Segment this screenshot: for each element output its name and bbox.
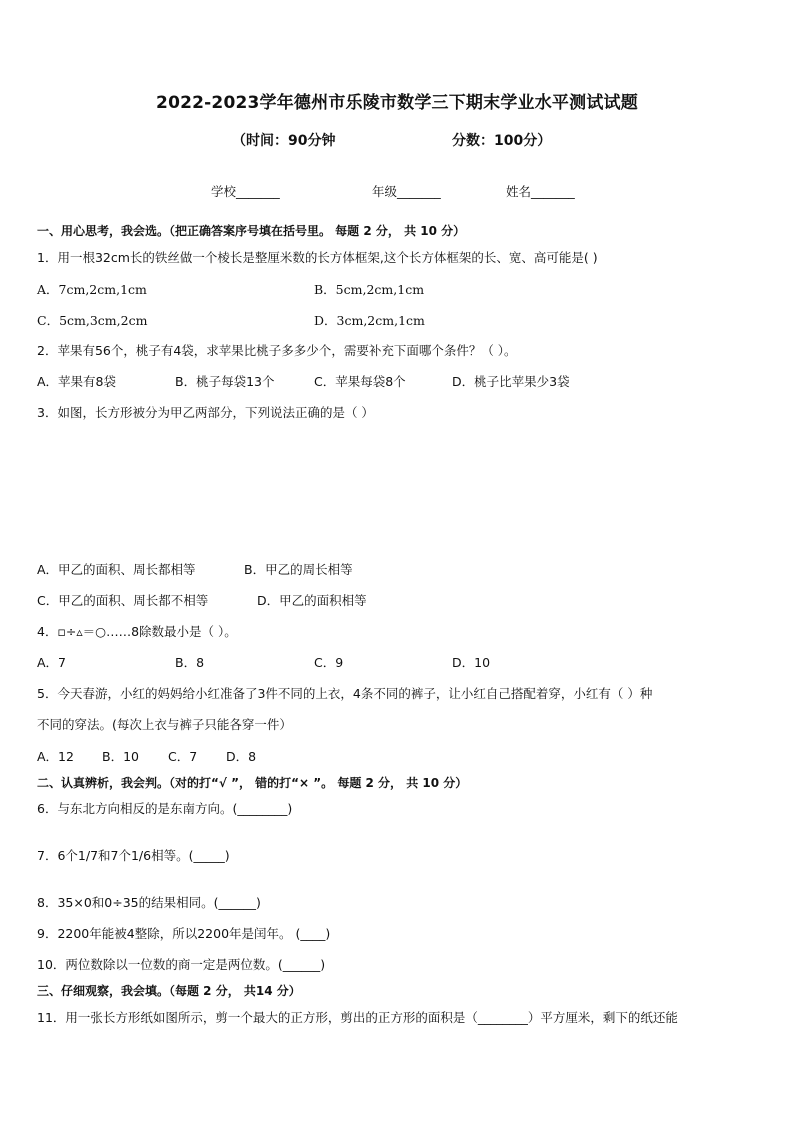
question-6: 6．与东北方向相反的是东南方向。(________) <box>37 801 293 816</box>
q4-option-a: A．7 <box>37 655 67 670</box>
q2-option-b: B．桃子每袋13个 <box>175 374 275 389</box>
q5-option-b: B．10 <box>102 749 139 764</box>
question-1: 1．用一根32cm长的铁丝做一个棱长是整厘米数的长方体框架,这个长方体框架的长、宽、高可能是( ) <box>37 250 598 265</box>
page-title: 2022-2023学年德州市乐陵市数学三下期末学业水平测试试题 <box>156 93 638 113</box>
question-4: 4．▫÷▵＝○……8除数最小是（ ）。 <box>37 624 237 639</box>
school-field: 学校_______ <box>211 184 280 199</box>
q5-option-a: A．12 <box>37 749 74 764</box>
q5-option-d: D．8 <box>226 749 257 764</box>
q4-option-d: D．10 <box>452 655 491 670</box>
q1-option-c: C．5cm,3cm,2cm <box>37 313 148 328</box>
q3-option-b: B．甲乙的周长相等 <box>244 562 353 577</box>
question-10: 10．两位数除以一位数的商一定是两位数。(______) <box>37 957 326 972</box>
question-8: 8．35×0和0÷35的结果相同。(______) <box>37 895 261 910</box>
q1-option-b: B．5cm,2cm,1cm <box>314 282 425 297</box>
question-9: 9．2200年能被4整除，所以2200年是闰年。 (____) <box>37 926 331 941</box>
q3-option-c: C．甲乙的面积、周长都不相等 <box>37 593 209 608</box>
q1-option-d: D．3cm,2cm,1cm <box>314 313 425 328</box>
question-7: 7．6个1/7和7个1/6相等。(_____) <box>37 848 230 863</box>
q2-option-a: A．苹果有8袋 <box>37 374 117 389</box>
question-2: 2．苹果有56个，桃子有4袋，求苹果比桃子多多少个，需要补充下面哪个条件？（ ）。 <box>37 343 517 358</box>
section-heading-1: 一、用心思考，我会选。（把正确答案序号填在括号里。 每题 2 分， 共 10 分） <box>37 224 466 238</box>
section-heading-2: 二、认真辨析，我会判。（对的打“√ ”， 错的打“× ”。 每题 2 分， 共 10 分） <box>37 776 468 790</box>
question-3: 3．如图，长方形被分为甲乙两部分，下列说法正确的是（ ） <box>37 405 374 420</box>
q3-option-d: D．甲乙的面积相等 <box>257 593 367 608</box>
q2-option-c: C．苹果每袋8个 <box>314 374 406 389</box>
q1-option-a: A．7cm,2cm,1cm <box>37 282 147 297</box>
q4-option-c: C．9 <box>314 655 344 670</box>
q3-option-a: A．甲乙的面积、周长都相等 <box>37 562 196 577</box>
question-11: 11．用一张长方形纸如图所示，剪一个最大的正方形，剪出的正方形的面积是（________）平方厘米，剩下的纸还能 <box>37 1010 678 1025</box>
time-limit: （时间：90分钟 <box>232 133 336 149</box>
total-score: 分数：100分） <box>452 133 552 149</box>
grade-field: 年级_______ <box>372 184 441 199</box>
question-5-line-1: 5．今天春游，小红的妈妈给小红准备了3件不同的上衣，4条不同的裤子，让小红自己搭配着穿，小红有（ ）种 <box>37 686 653 701</box>
q4-option-b: B．8 <box>175 655 205 670</box>
question-5-line-2: 不同的穿法。(每次上衣与裤子只能各穿一件） <box>37 717 292 732</box>
q5-option-c: C．7 <box>168 749 198 764</box>
q2-option-d: D．桃子比苹果少3袋 <box>452 374 570 389</box>
section-heading-3: 三、仔细观察，我会填。（每题 2 分， 共14 分） <box>37 984 301 998</box>
name-field: 姓名_______ <box>506 184 575 199</box>
